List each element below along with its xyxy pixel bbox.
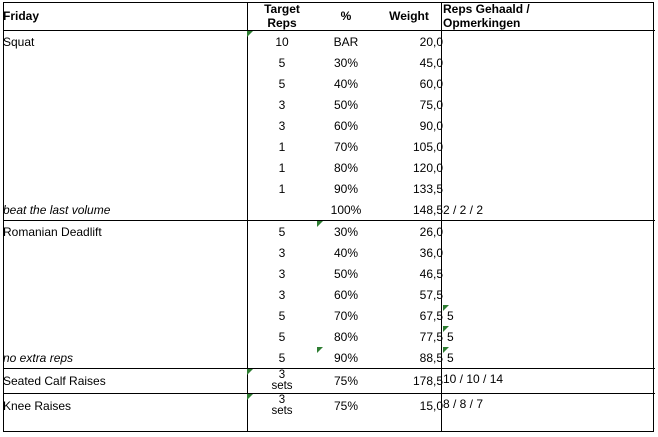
table-row[interactable]: [3, 369, 655, 394]
target-reps-cell: 3: [278, 245, 286, 260]
exercise-note: no extra reps: [3, 347, 247, 369]
target-sets-unit: sets: [271, 380, 293, 392]
percent-cell: 60%: [333, 287, 359, 302]
percent-cell: 50%: [333, 97, 359, 112]
exercise-name: Squat: [3, 34, 35, 49]
note-cell: [443, 284, 655, 305]
header-target-reps: [247, 2, 317, 31]
percent-cell: 30%: [333, 55, 359, 70]
note-cell[interactable]: [443, 305, 655, 326]
weight-cell: 133,5: [412, 181, 443, 196]
target-reps-cell: 5: [278, 224, 286, 239]
weight-cell: 88,5: [375, 347, 443, 369]
header-weight: Weight: [375, 2, 443, 31]
table-row[interactable]: [3, 221, 655, 243]
note-cell[interactable]: [443, 347, 655, 369]
target-sets-count: 3: [278, 394, 286, 406]
target-reps-cell[interactable]: [247, 31, 317, 53]
note-value: 5: [447, 350, 454, 365]
table-row[interactable]: [3, 73, 655, 94]
note-cell: [443, 31, 655, 53]
target-reps-value: 10: [275, 34, 289, 49]
note-cell: 8 / 8 / 7: [443, 397, 484, 411]
percent-cell: 100%: [317, 199, 375, 221]
table-row[interactable]: [3, 31, 655, 53]
weight-cell: 36,0: [419, 245, 443, 260]
target-reps-cell: 1: [278, 160, 286, 175]
comment-marker-icon: [317, 347, 323, 353]
exercise-name: [3, 157, 247, 178]
target-sets-count: 3: [278, 369, 286, 381]
target-reps-cell: 3: [278, 97, 286, 112]
target-reps-cell: 5: [278, 329, 286, 344]
target-sets-cell[interactable]: [247, 394, 317, 419]
note-cell: [443, 178, 655, 199]
exercise-name: [3, 115, 247, 136]
workout-grid: [3, 2, 655, 418]
table-row[interactable]: [3, 178, 655, 199]
comment-marker-icon: [443, 305, 449, 311]
table-row[interactable]: [3, 52, 655, 73]
percent-cell: BAR: [333, 34, 359, 49]
target-reps-cell: 5: [278, 308, 286, 323]
comment-marker-icon: [247, 369, 253, 375]
note-cell: [443, 263, 655, 284]
exercise-name: Knee Raises: [3, 399, 72, 413]
table-row[interactable]: [3, 242, 655, 263]
note-cell: 10 / 10 / 14: [443, 369, 655, 394]
exercise-name: [3, 94, 247, 115]
percent-cell: 40%: [333, 245, 359, 260]
weight-cell: 60,0: [419, 76, 443, 91]
percent-cell: 90%: [333, 181, 359, 196]
percent-cell: 80%: [333, 160, 359, 175]
header-target-reps-line2: Reps: [267, 16, 297, 30]
table-row[interactable]: [3, 305, 655, 326]
target-sets-cell[interactable]: [247, 369, 317, 394]
exercise-name: [3, 305, 247, 326]
percent-cell: 40%: [333, 76, 359, 91]
header-notes-line1: Reps Gehaald /: [443, 2, 530, 16]
weight-cell: 148,5: [375, 199, 443, 221]
table-row[interactable]: [3, 394, 655, 419]
comment-marker-icon: [443, 326, 449, 332]
weight-cell: 77,5: [419, 329, 443, 344]
target-reps-cell: 3: [278, 266, 286, 281]
comment-marker-icon: [247, 31, 253, 37]
percent-value: 30%: [333, 224, 359, 239]
exercise-name: Romanian Deadlift: [3, 224, 102, 239]
header-percent: %: [317, 2, 375, 31]
exercise-name: [3, 326, 247, 347]
percent-cell: 75%: [333, 399, 359, 413]
weight-cell: 26,0: [419, 224, 443, 239]
column-divider-right: [441, 2, 442, 432]
note-cell: [443, 242, 655, 263]
weight-cell: 46,5: [419, 266, 443, 281]
table-row[interactable]: [3, 157, 655, 178]
table-row[interactable]: [3, 263, 655, 284]
comment-marker-icon: [443, 347, 449, 353]
table-row[interactable]: [3, 326, 655, 347]
exercise-name: [3, 242, 247, 263]
column-divider-left: [247, 2, 248, 432]
table-row[interactable]: [3, 115, 655, 136]
weight-cell: 75,0: [419, 97, 443, 112]
exercise-name: [3, 284, 247, 305]
exercise-name: [3, 263, 247, 284]
comment-marker-icon: [247, 394, 253, 400]
exercise-note: beat the last volume: [3, 199, 247, 221]
target-reps-cell: 1: [278, 139, 286, 154]
note-cell: [443, 136, 655, 157]
table-row[interactable]: [3, 136, 655, 157]
target-sets-unit: sets: [271, 405, 293, 417]
note-value: 5: [447, 329, 454, 344]
comment-marker-icon: [317, 221, 323, 227]
target-reps-cell: 1: [278, 181, 286, 196]
weight-cell: 105,0: [412, 139, 443, 154]
target-reps-cell: 5: [247, 347, 317, 369]
target-reps-cell: 5: [278, 55, 286, 70]
note-cell: [443, 221, 655, 243]
header-day: Friday: [3, 2, 247, 31]
table-row[interactable]: [3, 94, 655, 115]
percent-cell: 60%: [333, 118, 359, 133]
percent-cell: 70%: [333, 139, 359, 154]
table-header-row: [3, 2, 655, 31]
note-cell: [443, 52, 655, 73]
header-notes-line2: Opmerkingen: [443, 16, 521, 30]
weight-cell: 45,0: [419, 55, 443, 70]
exercise-name: [3, 73, 247, 94]
note-cell: [443, 73, 655, 94]
percent-cell: 50%: [333, 266, 359, 281]
note-cell: 2 / 2 / 2: [443, 199, 655, 221]
exercise-name: [3, 136, 247, 157]
weight-cell: 67,5: [419, 308, 443, 323]
weight-cell: 57,5: [419, 287, 443, 302]
weight-cell: 15,0: [419, 399, 443, 413]
target-reps-cell: 3: [278, 118, 286, 133]
percent-cell: 70%: [333, 308, 359, 323]
percent-cell[interactable]: [317, 221, 375, 243]
weight-cell: 120,0: [412, 160, 443, 175]
percent-cell: 80%: [333, 329, 359, 344]
note-value: 5: [447, 308, 454, 323]
weight-cell: 90,0: [419, 118, 443, 133]
table-row[interactable]: [3, 347, 655, 369]
header-notes: [443, 2, 655, 31]
target-reps-cell: 3: [278, 287, 286, 302]
note-cell: [443, 94, 655, 115]
percent-value: 90%: [333, 350, 359, 365]
header-target-reps-line1: Target: [264, 2, 300, 16]
table-row[interactable]: [3, 284, 655, 305]
note-cell: [443, 115, 655, 136]
exercise-name: [3, 52, 247, 73]
table-row[interactable]: [3, 199, 655, 221]
note-cell[interactable]: [443, 326, 655, 347]
weight-cell: 178,5: [375, 369, 443, 394]
weight-cell: 20,0: [419, 34, 443, 49]
percent-cell: 75%: [317, 369, 375, 394]
exercise-name: Seated Calf Raises: [3, 369, 247, 394]
target-reps-cell: 5: [278, 76, 286, 91]
target-reps-cell: [247, 199, 317, 221]
note-cell: [443, 157, 655, 178]
exercise-name: [3, 178, 247, 199]
percent-cell[interactable]: [317, 347, 375, 369]
